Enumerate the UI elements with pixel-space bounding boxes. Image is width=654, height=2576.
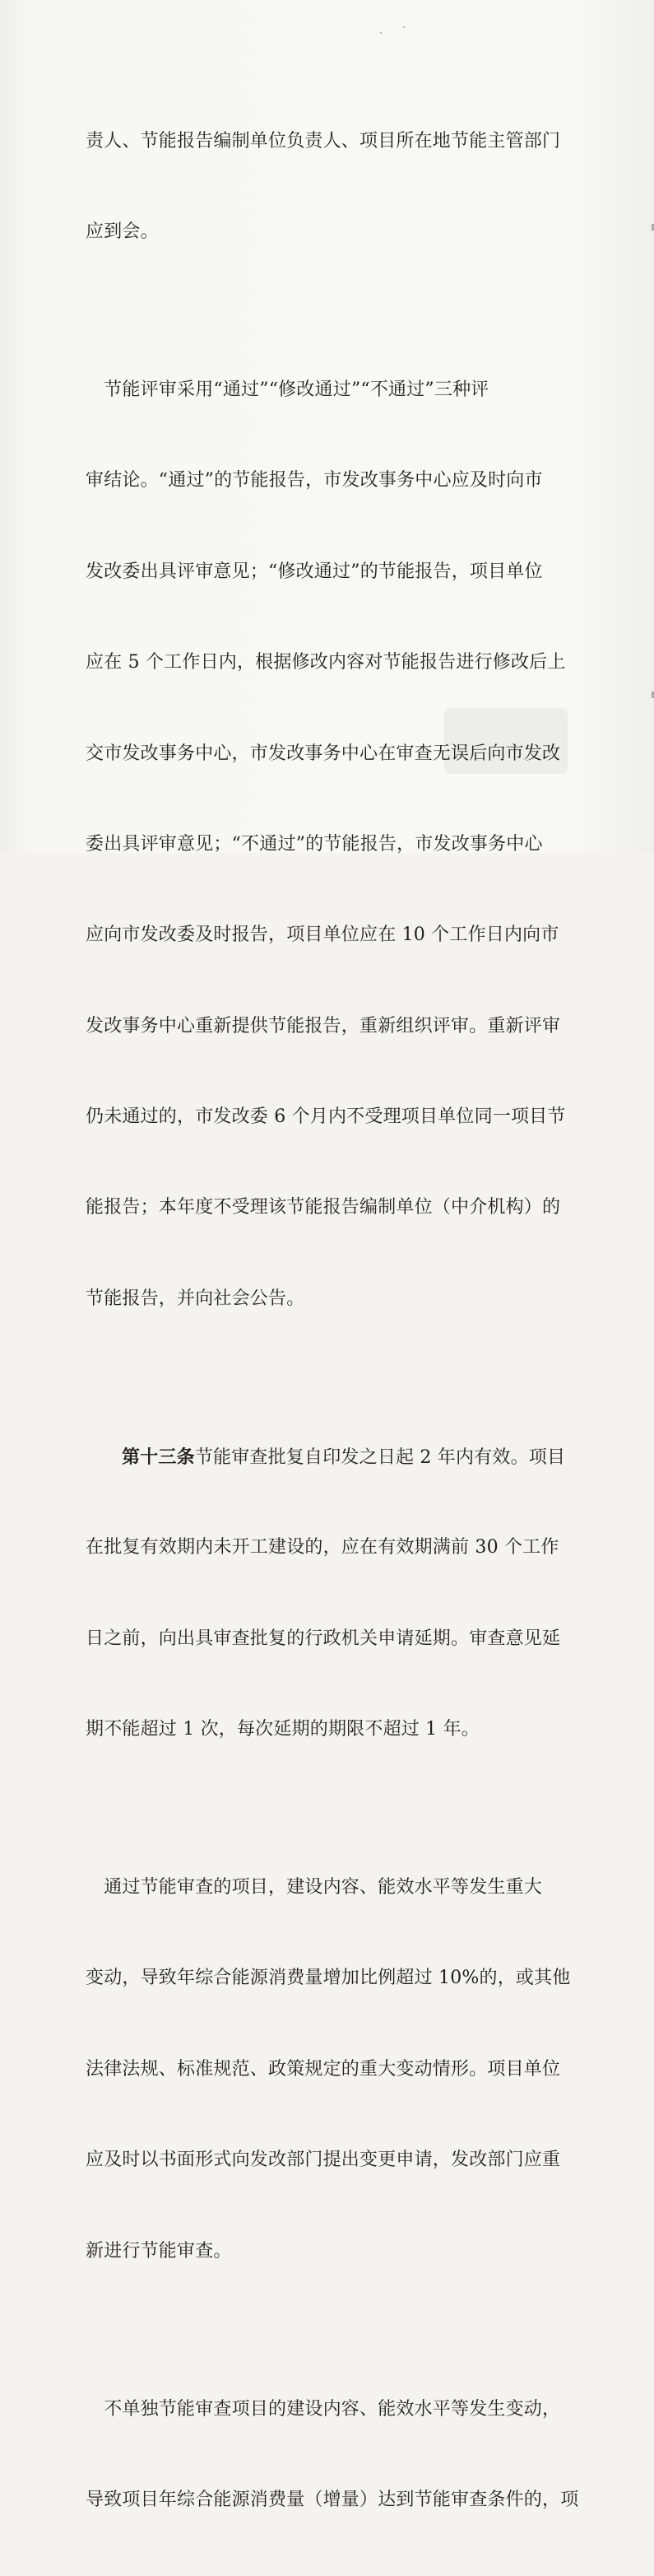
article-first-line: 节能审查批复自印发之日起 2 年内有效。项目 bbox=[194, 1446, 566, 1468]
text-line: 法律法规、标准规范、政策规定的重大变动情形。项目单位 bbox=[86, 2058, 561, 2080]
text-line: 日之前，向出具审查批复的行政机关申请延期。审查意见延 bbox=[86, 1628, 561, 1649]
text-line: 仍未通过的，市发改委 6 个月内不受理项目单位同一项目节 bbox=[86, 1106, 566, 1128]
scan-speck bbox=[403, 26, 405, 28]
text-line: 应向市发改委及时报告，项目单位应在 10 个工作日内向市 bbox=[86, 925, 559, 946]
scan-speck bbox=[380, 32, 382, 34]
paragraph-article-13 bbox=[86, 1381, 566, 1805]
text-line: 期不能超过 1 次，每次延期的期限不超过 1 年。 bbox=[86, 1719, 480, 1740]
text-line: 应到会。 bbox=[86, 221, 159, 242]
text-line: 发改事务中心重新提供节能报告，重新组织评审。重新评审 bbox=[86, 1015, 561, 1036]
paragraph-4 bbox=[86, 1812, 571, 2327]
text-line: 审结论。“通过”的节能报告，市发改事务中心应及时向市 bbox=[86, 470, 543, 491]
text-line: 通过节能审查的项目，建设内容、能效水平等发生重大 bbox=[86, 1877, 543, 1898]
text-line: 导致项目年综合能源消费量（增量）达到节能审查条件的，项 bbox=[86, 2489, 579, 2510]
text-line: 不单独节能审查项目的建设内容、能效水平等发生变动， bbox=[86, 2398, 561, 2420]
text-line: 发改委出具评审意见；“修改通过”的节能报告，项目单位 bbox=[86, 561, 543, 582]
text-line: 委出具评审意见；“不通过”的节能报告，市发改事务中心 bbox=[86, 833, 543, 855]
article-title: 第十三条 bbox=[122, 1446, 195, 1468]
paragraph-2 bbox=[86, 314, 566, 1375]
paragraph-5 bbox=[86, 2334, 579, 2576]
text-line: 应及时以书面形式向发改部门提出变更申请，发改部门应重 bbox=[86, 2150, 561, 2171]
document-body bbox=[86, 66, 579, 2576]
text-line: 能报告；本年度不受理该节能报告编制单位（中介机构）的 bbox=[86, 1197, 561, 1218]
text-line: 在批复有效期内未开工建设的，应在有效期满前 30 个工作 bbox=[86, 1537, 559, 1558]
paragraph-1 bbox=[86, 66, 561, 308]
text-line bbox=[86, 1442, 566, 1473]
text-line: 新进行节能审查。 bbox=[86, 2240, 232, 2262]
text-line: 责人、节能报告编制单位负责人、项目所在地节能主管部门 bbox=[86, 130, 561, 151]
text-line: 变动，导致年综合能源消费量增加比例超过 10%的，或其他 bbox=[86, 1968, 571, 1989]
text-line: 交市发改事务中心，市发改事务中心在审查无误后向市发改 bbox=[86, 743, 561, 764]
text-line: 节能评审采用“通过”“修改通过”“不通过”三种评 bbox=[86, 379, 489, 400]
text-line: 应在 5 个工作日内，根据修改内容对节能报告进行修改后上 bbox=[86, 652, 566, 673]
text-line: 节能报告，并向社会公告。 bbox=[86, 1288, 305, 1309]
